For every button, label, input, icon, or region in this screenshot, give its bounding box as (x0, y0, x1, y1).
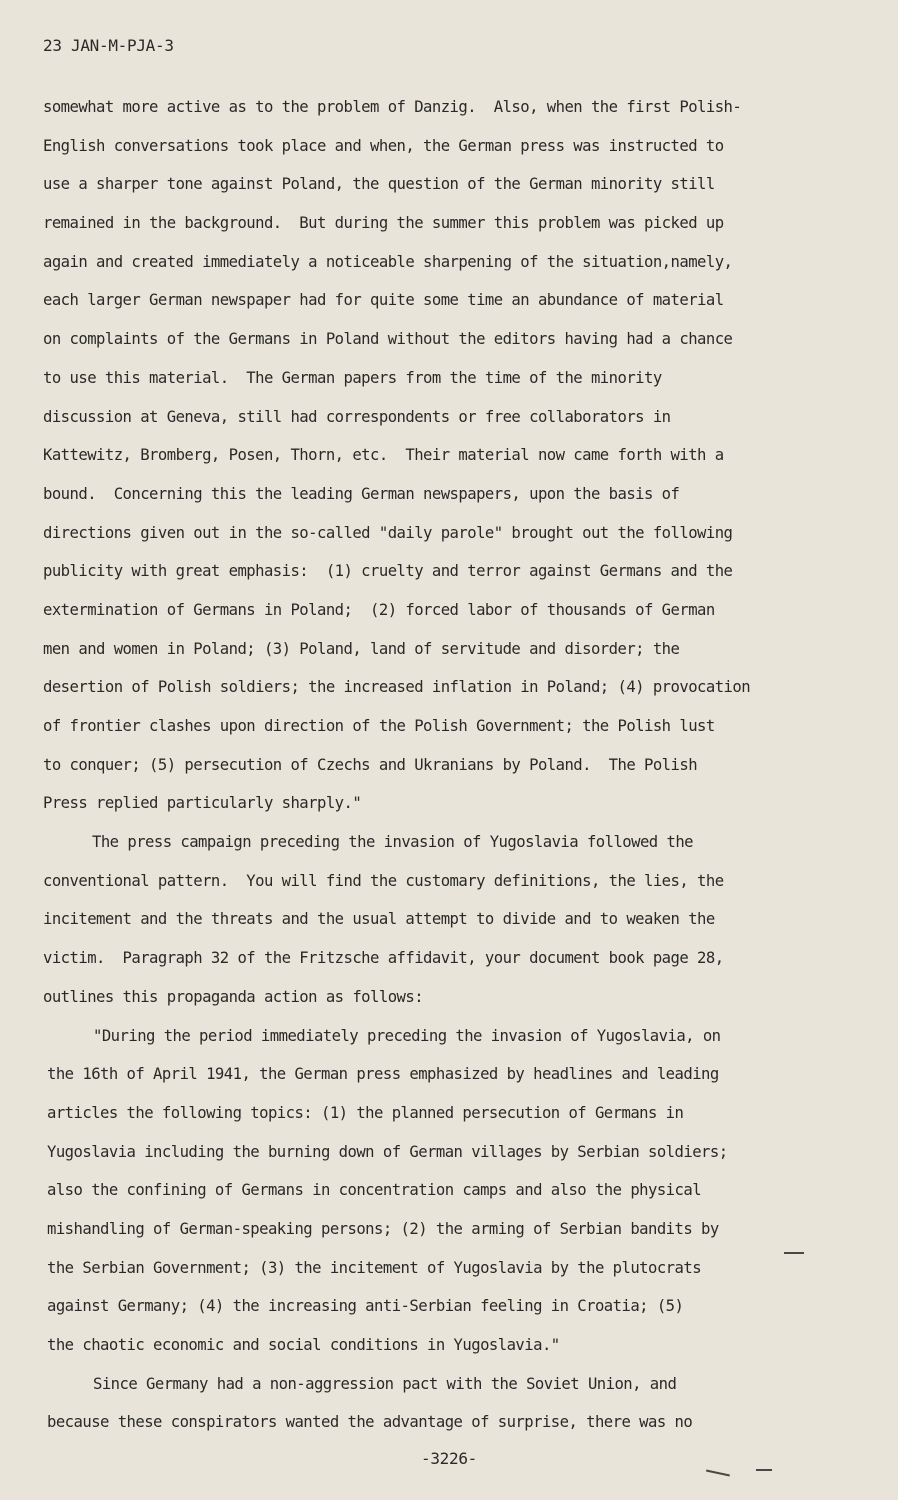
text-line: mishandling of German-speaking persons; (2) the arming of Serbian bandits by (47, 1219, 719, 1238)
text-line: also the confining of Germans in concentration camps and also the physical (47, 1181, 702, 1200)
text-line: The press campaign preceding the invasion of Yugoslavia followed the (92, 833, 694, 852)
text-line: Press replied particularly sharply." (43, 794, 362, 813)
text-line: conventional pattern. You will find the customary definitions, the lies, the (43, 871, 724, 890)
text-line: use a sharper tone against Poland, the question of the German minority still (43, 175, 715, 194)
text-line: the 16th of April 1941, the German press emphasized by headlines and leading (47, 1065, 719, 1084)
text-line: men and women in Poland; (3) Poland, land of servitude and disorder; the (43, 639, 680, 658)
text-line: discussion at Geneva, still had correspondents or free collaborators in (43, 407, 671, 426)
stray-pen-mark (756, 1469, 772, 1471)
text-line: victim. Paragraph 32 of the Fritzsche affidavit, your document book page 28, (43, 949, 724, 968)
page-number: -3226- (421, 1449, 477, 1468)
text-line: to use this material. The German papers from the time of the minority (43, 368, 662, 387)
document-body (43, 88, 843, 1442)
text-line: Since Germany had a non-aggression pact with the Soviet Union, and (93, 1374, 677, 1393)
text-line: outlines this propaganda action as follows: (43, 987, 424, 1006)
document-id: 23 JAN-M-PJA-3 (43, 36, 174, 55)
paragraph-1 (43, 88, 843, 823)
text-line: English conversations took place and when, the German press was instructed to (43, 136, 724, 155)
text-line: each larger German newspaper had for quite some time an abundance of material (43, 291, 724, 310)
text-line: Yugoslavia including the burning down of German villages by Serbian soldiers; (47, 1142, 728, 1161)
paragraph-2 (43, 823, 843, 1016)
text-line: directions given out in the so-called "daily parole" brought out the following (43, 523, 733, 542)
text-line: extermination of Germans in Poland; (2) forced labor of thousands of German (43, 600, 715, 619)
text-line: again and created immediately a noticeable sharpening of the situation,namely, (43, 252, 733, 271)
text-line: publicity with great emphasis: (1) cruelty and terror against Germans and the (43, 562, 733, 581)
text-line: somewhat more active as to the problem of Danzig. Also, when the first Polish- (43, 98, 742, 116)
text-line: bound. Concerning this the leading German newspapers, upon the basis of (43, 484, 680, 503)
text-line: "During the period immediately preceding the invasion of Yugoslavia, on (93, 1026, 721, 1045)
text-line: of frontier clashes upon direction of the Polish Government; the Polish lust (43, 717, 715, 735)
stray-pen-mark (706, 1470, 730, 1476)
text-line: the Serbian Government; (3) the incitement of Yugoslavia by the plutocrats (47, 1258, 702, 1277)
block-quote (43, 1017, 843, 1365)
text-line: the chaotic economic and social conditions in Yugoslavia." (47, 1336, 560, 1354)
text-line: on complaints of the Germans in Poland without the editors having had a chance (43, 330, 733, 349)
stray-pen-mark (784, 1252, 804, 1254)
text-line: desertion of Polish soldiers; the increased inflation in Poland; (4) provocation (43, 678, 751, 697)
text-line: against Germany; (4) the increasing anti-Serbian feeling in Croatia; (5) (47, 1297, 684, 1316)
text-line: because these conspirators wanted the advantage of surprise, there was no (47, 1413, 693, 1432)
text-line: to conquer; (5) persecution of Czechs and Ukranians by Poland. The Polish (43, 755, 698, 774)
text-line: articles the following topics: (1) the planned persecution of Germans in (47, 1103, 684, 1122)
paragraph-3 (43, 1365, 843, 1442)
text-line: Kattewitz, Bromberg, Posen, Thorn, etc. Their material now came forth with a (43, 446, 724, 465)
text-line: remained in the background. But during the summer this problem was picked up (43, 214, 724, 233)
text-line: incitement and the threats and the usual attempt to divide and to weaken the (43, 910, 715, 929)
